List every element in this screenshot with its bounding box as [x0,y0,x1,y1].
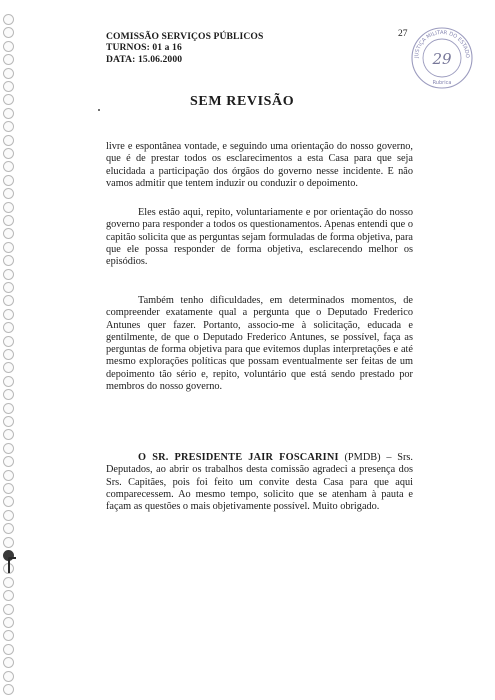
binder-hole [3,309,14,320]
binder-hole [3,41,14,52]
paragraph-1: livre e espontânea vontade, e seguindo uma orientação do nosso governo, que é de prestar todos os esclarecimentos a esta Casa para que seja elucidada a participação dos órgãos do governo nesse incidente. E não vamos admitir que tentem induzir ou conduzir o depoimento. [106,141,413,189]
binder-hole [3,215,14,226]
binder-hole [3,81,14,92]
binder-hole [3,135,14,146]
binder-hole [3,429,14,440]
binder-hole [3,68,14,79]
stamp-bottom-text: Rubrica [432,80,452,86]
binder-hole [3,322,14,333]
binder-hole [3,121,14,132]
binder-hole [3,282,14,293]
binder-hole [3,108,14,119]
binder-hole [3,644,14,655]
stamp-number: 29 [432,50,452,68]
stamp-arc-text: JUSTIÇA MILITAR DO ESTADO [413,29,471,59]
page-number: 27 [398,29,408,39]
binder-hole [3,336,14,347]
binder-hole [3,27,14,38]
binder-hole [3,456,14,467]
header-shifts: TURNOS: 01 a 16 [106,42,182,54]
binder-hole [3,188,14,199]
binder-hole [3,443,14,454]
official-stamp [409,18,475,92]
binder-hole [3,523,14,534]
binder-hole [3,349,14,360]
binder-hole [3,94,14,105]
paragraph-3: Também tenho dificuldades, em determinados momentos, de compreender exatamente qual a pergunta que o Deputado Frederico Antunes quer fazer. Portanto, associo-me à solicitação, educada e gentilmente, de que o Deputado Frederico Antunes, se possível, faça as perguntas de forma objetiva para que evitemos duplas interpretações e até mesmo explorações políticas que possam eventualmente ser feitas de um depoimento tão sério e, repito, voluntário que está sendo prestado por membros do nosso governo. [106,295,413,392]
binder-hole [3,470,14,481]
binder-hole [3,630,14,641]
binder-hole [3,403,14,414]
binder-hole [3,496,14,507]
binder-hole [3,389,14,400]
binder-hole [3,590,14,601]
binder-hole [3,14,14,25]
binder-hole [3,657,14,668]
binder-hole [3,671,14,682]
binder-hole [3,54,14,65]
binder-hole [3,148,14,159]
binder-hole [3,376,14,387]
pen-mark [8,557,16,573]
paragraph-2: Eles estão aqui, repito, voluntariamente e por orientação do nosso governo para responder a todos os questionamentos. Apenas entendi que o capitão solicita que as perguntas sejam formuladas de forma objetiva, para que ele possa responder de forma objetiva, esclarecendo melhor os episódios. [106,207,413,267]
document-title: SEM REVISÃO [190,94,295,109]
binder-hole [3,510,14,521]
binder-hole [3,295,14,306]
ink-dot [98,109,100,111]
binder-hole [3,604,14,615]
header-date: DATA: 15.06.2000 [106,53,183,65]
header-commission: COMISSÃO SERVIÇOS PÚBLICOS [106,31,264,42]
binder-hole [3,684,14,695]
binder-hole [3,577,14,588]
binder-hole [3,228,14,239]
binder-hole [3,537,14,548]
speaker-name: O SR. PRESIDENTE JAIR FOSCARINI [138,452,339,463]
binder-hole [3,202,14,213]
document-header [106,31,263,65]
binder-hole [3,269,14,280]
binder-hole [3,242,14,253]
binder-hole [3,161,14,172]
binder-hole [3,362,14,373]
binder-hole [3,617,14,628]
binder-hole [3,483,14,494]
speech-text: (PMDB) – Srs. Deputados, ao abrir os trabalhos desta comissão agradeci a presença dos Srs. Capitães, pois foi feito um convite desta Casa para que aqui comparecessem. Ao mesmo tempo, solicito que se atenham à pauta e façam as questões o mais objetivamente possível. Muito obrigado. [106,452,414,512]
binder-hole [3,255,14,266]
speech-paragraph [106,452,413,513]
binder-holes [3,14,15,694]
binder-hole [3,416,14,427]
binder-hole [3,175,14,186]
